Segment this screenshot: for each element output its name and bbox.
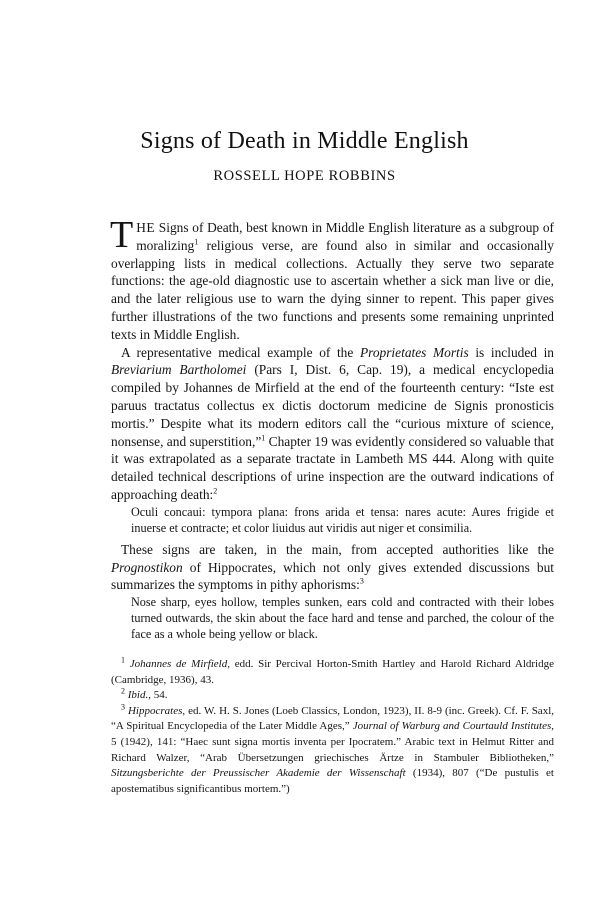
- footnote-3: [111, 704, 554, 798]
- footnote-3-title-c: Sitzungsberichte der Preussischer Akademie der Wissenschaft: [111, 767, 406, 780]
- footnote-1: [111, 657, 554, 688]
- footnote-1-text: , edd. Sir Percival Horton-Smith Hartley and Harold Richard Aldridge (Cambridge, 1936), 43.: [111, 658, 554, 686]
- paragraph-1-text-b: religious verse, are found also in similar and occasionally overlapping lists in medical collections. Actually they serve two separate functions: the age-old diagnostic use to ascertain whether a sick man live or die, and the later religious use to warn the dying sinner to repent. This paper gives further illustrations of the two functions and presents some remaining unprinted texts in Middle English.: [111, 237, 554, 342]
- paragraph-1: [110, 214, 554, 344]
- paragraph-1-text-a: Signs of Death, best known in Middle English literature as a subgroup of moralizing: [136, 220, 554, 253]
- article-body: [110, 214, 555, 642]
- paragraph-3-text-b: of Hippocrates, which not only gives extended discussions but summarizes the symptoms in pithy aphorisms:: [111, 559, 554, 593]
- paragraph-3-text-a: These signs are taken, in the main, from accepted authorities like the: [121, 541, 554, 557]
- article-author: ROSSELL HOPE ROBBINS: [213, 168, 396, 184]
- paragraph-2-text-b: is included in: [468, 344, 555, 360]
- footnote-1-title: Johannes de Mirfield: [129, 658, 228, 670]
- footnote-2-title: Ibid.: [127, 689, 149, 702]
- lead-word: HE: [136, 220, 156, 235]
- footnote-3-number: 3: [121, 702, 125, 712]
- title-prognostikon: Prognostikon: [111, 559, 183, 575]
- footnote-ref-1: 1: [194, 237, 199, 247]
- paragraph-2-text-a: A representative medical example of the: [121, 344, 360, 360]
- footnote-2: [111, 688, 554, 704]
- drop-cap: T: [110, 214, 134, 256]
- footnote-1-number: 1: [121, 655, 125, 665]
- block-quote-latin: Oculi concaui: tympora plana: frons arida et tensa: nares acute: Aures frigide et inuerse et contracte; et color liuidus aut viridis aut niger et consimilia.: [131, 504, 554, 535]
- footnote-2-text: , 54.: [148, 689, 168, 702]
- article-title: Signs of Death in Middle English: [140, 128, 469, 154]
- paragraph-2-text-c: (Pars I, Dist. 6, Cap. 19), a medical encyclopedia compiled by Johannes de Mirfield at the end of the fourteenth century: “Iste est paruus tractatus collectus ex dictis doctorum medicine de Signis pronosticis mortis.” Despite what its modern editors call the “curious mixture of science, nonsense, and superstition,”: [111, 362, 554, 449]
- title-breviarium: Breviarium Bartholomei: [111, 362, 247, 378]
- footnote-ref-2: 2: [213, 486, 218, 496]
- footnote-3-text-c: (1934), 807 (“De pustulis et apostematibus significantibus mortem.”): [111, 767, 554, 795]
- footnotes: [111, 657, 554, 797]
- footnote-ref-3: 3: [359, 576, 364, 586]
- footnote-2-number: 2: [121, 686, 125, 696]
- paragraph-2: [111, 344, 554, 504]
- footnote-3-text-a: , ed. W. H. S. Jones (Loeb Classics, London, 1923), II. 8-9 (inc. Greek). Cf. F. Saxl, “A Spiritual Encyclopedia of the Later Middle Ages,”: [111, 704, 554, 733]
- title-proprietates-mortis: Proprietates Mortis: [359, 344, 469, 360]
- footnote-3-text-b: , 5 (1942), 141: “Haec sunt signa mortis inventa per Ipocratem.” Arabic text in Helmut Ritter and Richard Walzer, “Arab Übersetzungen griechisches Ärtze in Stambuler Bibliotheken,”: [111, 720, 554, 764]
- block-quote-english: Nose sharp, eyes hollow, temples sunken, ears cold and contracted with their lobes turned outwards, the skin about the face hard and tense and parched, the colour of the face as a whole being yellow or black.: [131, 595, 554, 642]
- footnote-3-title-b: Journal of Warburg and Courtauld Institutes: [352, 720, 552, 733]
- paragraph-2-text-d: Chapter 19 was evidently considered so valuable that it was extrapolated as a separate tractate in Lambeth MS 444. Along with quite detailed technical descriptions of urine inspection are the outward indications of approaching death:: [111, 433, 555, 502]
- footnote-3-title-a: Hippocrates: [127, 704, 183, 717]
- paragraph-3: [111, 541, 554, 594]
- footnote-ref-1b: 1: [261, 433, 266, 443]
